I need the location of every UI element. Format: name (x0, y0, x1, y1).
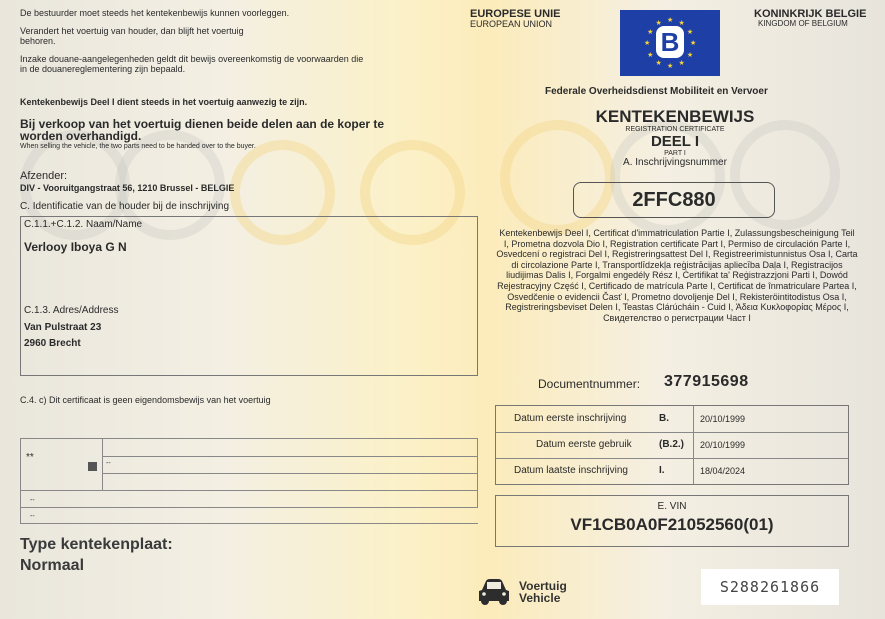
notice-sale (20, 118, 440, 142)
eu-star-icon: ★ (690, 40, 697, 47)
notice-line: in de douanereglementering zijn bepaald. (20, 64, 186, 74)
country-code-badge: B (656, 26, 684, 58)
vin-label: E. VIN (657, 501, 687, 512)
sender-value: DIV - Vooruitgangstraat 56, 1210 Brussel - BELGIE (20, 183, 235, 193)
reg-number-label: A. Inschrijvingsnummer (623, 157, 727, 168)
table-dash: -- (30, 497, 35, 504)
eu-label-en: EUROPEAN UNION (470, 19, 553, 29)
reg-number-value: 2FFC880 (573, 182, 775, 218)
holder-name-value: Verlooy Iboya G N (24, 240, 127, 254)
holder-section-label: C. Identificatie van de houder bij de inschrijving (20, 201, 230, 212)
dates-rows (496, 406, 848, 484)
table-row (496, 406, 848, 432)
table-dash: -- (106, 460, 111, 467)
holder-address-label: C.1.3. Adres/Address (24, 305, 119, 316)
plate-type-label: Type kentekenplaat: (20, 536, 173, 553)
eu-star-icon: ★ (667, 63, 674, 70)
sender-label: Afzender: (20, 170, 68, 182)
eu-star-icon: ★ (686, 28, 694, 36)
eu-star-icon: ★ (667, 17, 674, 24)
serial-number: S288261866 (701, 569, 839, 605)
lower-left-table (20, 438, 478, 524)
date-value: 18/04/2024 (700, 466, 746, 476)
eu-star-icon: ★ (647, 51, 654, 59)
dates-table (495, 405, 849, 485)
vehicle-label-en: Vehicle (519, 591, 561, 605)
date-label: Datum eerste inschrijving (514, 413, 627, 424)
title-part-en: PART I (664, 150, 686, 157)
holder-name-label: C.1.1.+C.1.2. Naam/Name (24, 219, 143, 230)
car-icon (476, 576, 512, 608)
vin-box (495, 495, 849, 547)
date-value: 20/10/1999 (700, 440, 746, 450)
plate-type-value: Normaal (20, 557, 85, 574)
authority-label: Federale Overheidsdienst Mobiliteit en Vervoer (545, 86, 768, 97)
notice-part1-in-vehicle: Kentekenbewijs Deel I dient steeds in het voertuig aanwezig te zijn. (20, 97, 308, 107)
c4-note: C.4. c) Dit certificaat is geen eigendomsbewijs van het voertuig (20, 395, 271, 405)
eu-label-nl: EUROPESE UNIE (470, 8, 561, 20)
date-code: B. (659, 413, 669, 424)
eu-star-icon: ★ (655, 20, 662, 28)
table-row (496, 458, 848, 484)
document-number-label: Documentnummer: (538, 377, 641, 391)
holder-address-line2: 2960 Brecht (24, 338, 81, 349)
eu-star-icon: ★ (678, 20, 685, 28)
title-sub-en: REGISTRATION CERTIFICATE (625, 126, 725, 133)
eu-star-icon: ★ (644, 40, 651, 47)
date-label: Datum laatste inschrijving (514, 465, 628, 476)
kingdom-label-en: KINGDOM OF BELGIUM (758, 19, 848, 28)
eu-star-icon: ★ (647, 28, 654, 36)
date-value: 20/10/1999 (700, 414, 746, 424)
notice-line: De bestuurder moet steeds het kentekenbewijs kunnen voorleggen. (20, 8, 290, 18)
multilingual-title-text: Kentekenbewijs Deel I, Certificat d'immatriculation Partie I, Zulassungsbescheinigung Teil I, Prometna dozvola Dio I, Registration certificate Part I, Permiso de circulación Parte I, Osvedcení o registraci Del I, Registreringsattest Del I, Registreerimistunnistus Osa I, Carta di circolazione Parte I, Transportlīdzekļa reģistrācijas apliecība Daļa I, Registracijos liudijimas Dalis I, Forgalmi engedély Rész I, Ċertifikat ta' Reġistrazzjoni Parti I, Dowód Rejestracyjny Część I, Certificado de matrícula Parte I, Certificat de înmatriculare Partea I, Osvedčenie o evidencii Časť I, Prometno dovoljenje Del I, Rekisteröintitodistus Osa I, Registreringsbeviset Delen I, Teastas Clárúcháin - Cuid I, Άδεια Κυκλοφορίας Μέρος I, Свидетелство о регистрации Част I (496, 228, 858, 323)
title-main: KENTEKENBEWIJS (595, 107, 755, 126)
table-row (496, 432, 848, 458)
notice-block (20, 8, 460, 74)
vehicle-label-nl: Voertuig (519, 579, 567, 593)
table-dash: -- (30, 513, 35, 520)
notice-line: Bij verkoop van het voertuig dienen beide delen aan de koper te (20, 117, 385, 131)
date-label: Datum eerste gebruik (536, 439, 632, 450)
date-code: (B.2.) (659, 439, 684, 450)
eu-star-icon: ★ (655, 59, 662, 67)
document-number-value: 377915698 (664, 373, 749, 390)
eu-star-icon: ★ (686, 51, 694, 59)
notice-sale-en: When selling the vehicle, the two parts need to be handed over to the buyer. (20, 143, 256, 150)
vehicle-label (519, 580, 567, 604)
notice-line: Verandert het voertuig van houder, dan blijft het voertuig (20, 26, 244, 36)
date-code: I. (659, 465, 665, 476)
kingdom-label-nl: KONINKRIJK BELGIE (754, 8, 867, 20)
title-block (540, 108, 810, 169)
title-part: DEEL I (650, 133, 700, 150)
notice-line: worden overhandigd. (20, 129, 142, 143)
vin-value: VF1CB0A0F21052560(01) (570, 515, 774, 534)
notice-line: behoren. (20, 36, 56, 46)
notice-line: Inzake douane-aangelegenheden geldt dit bewijs overeenkomstig de voorwaarden die (20, 54, 364, 64)
table-stars: ** (26, 452, 34, 463)
holder-address-line1: Van Pulstraat 23 (24, 322, 102, 333)
table-marker-icon (88, 462, 97, 471)
eu-star-icon: ★ (678, 59, 685, 67)
